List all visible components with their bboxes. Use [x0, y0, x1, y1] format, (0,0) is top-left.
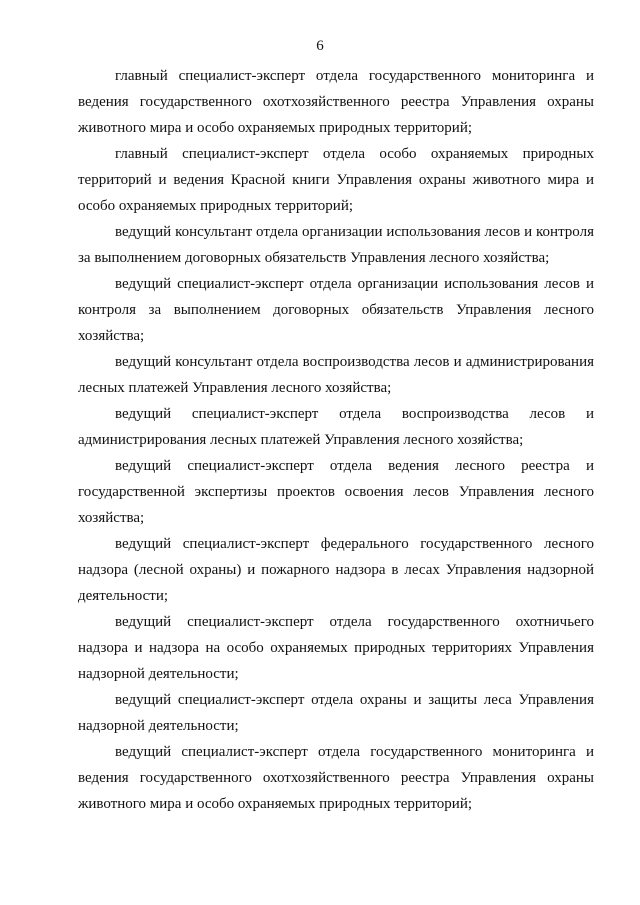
- list-item: главный специалист-эксперт отдела особо охраняемых природных территорий и ведения Красной книги Управления охраны животного мира и особо охраняемых природных территорий;: [78, 146, 594, 214]
- list-item: ведущий специалист-эксперт отдела ведения лесного реестра и государственной экспертизы проектов освоения лесов Управления лесного хозяйства;: [78, 458, 594, 526]
- list-item: главный специалист-эксперт отдела государственного мониторинга и ведения государственного охотхозяйственного реестра Управления охраны животного мира и особо охраняемых природных территорий;: [78, 68, 594, 136]
- list-item: ведущий специалист-эксперт отдела организации использования лесов и контроля за выполнением договорных обязательств Управления лесного хозяйства;: [78, 276, 594, 344]
- list-item: ведущий специалист-эксперт отдела государственного охотничьего надзора и надзора на особо охраняемых природных территориях Управления надзорной деятельности;: [78, 614, 594, 682]
- list-item: ведущий специалист-эксперт отдела охраны и защиты леса Управления надзорной деятельности;: [78, 692, 594, 734]
- list-item: ведущий консультант отдела организации использования лесов и контроля за выполнением договорных обязательств Управления лесного хозяйства;: [78, 224, 594, 266]
- list-item: ведущий специалист-эксперт отдела государственного мониторинга и ведения государственного охотхозяйственного реестра Управления охраны животного мира и особо охраняемых природных территорий;: [78, 744, 594, 812]
- list-item: ведущий специалист-эксперт федерального государственного лесного надзора (лесной охраны) и пожарного надзора в лесах Управления надзорной деятельности;: [78, 536, 594, 604]
- document-body: [78, 63, 594, 817]
- list-item: ведущий специалист-эксперт отдела воспроизводства лесов и администрирования лесных платежей Управления лесного хозяйства;: [78, 406, 594, 448]
- page-number: 6: [316, 38, 324, 54]
- list-item: ведущий консультант отдела воспроизводства лесов и администрирования лесных платежей Управления лесного хозяйства;: [78, 354, 594, 396]
